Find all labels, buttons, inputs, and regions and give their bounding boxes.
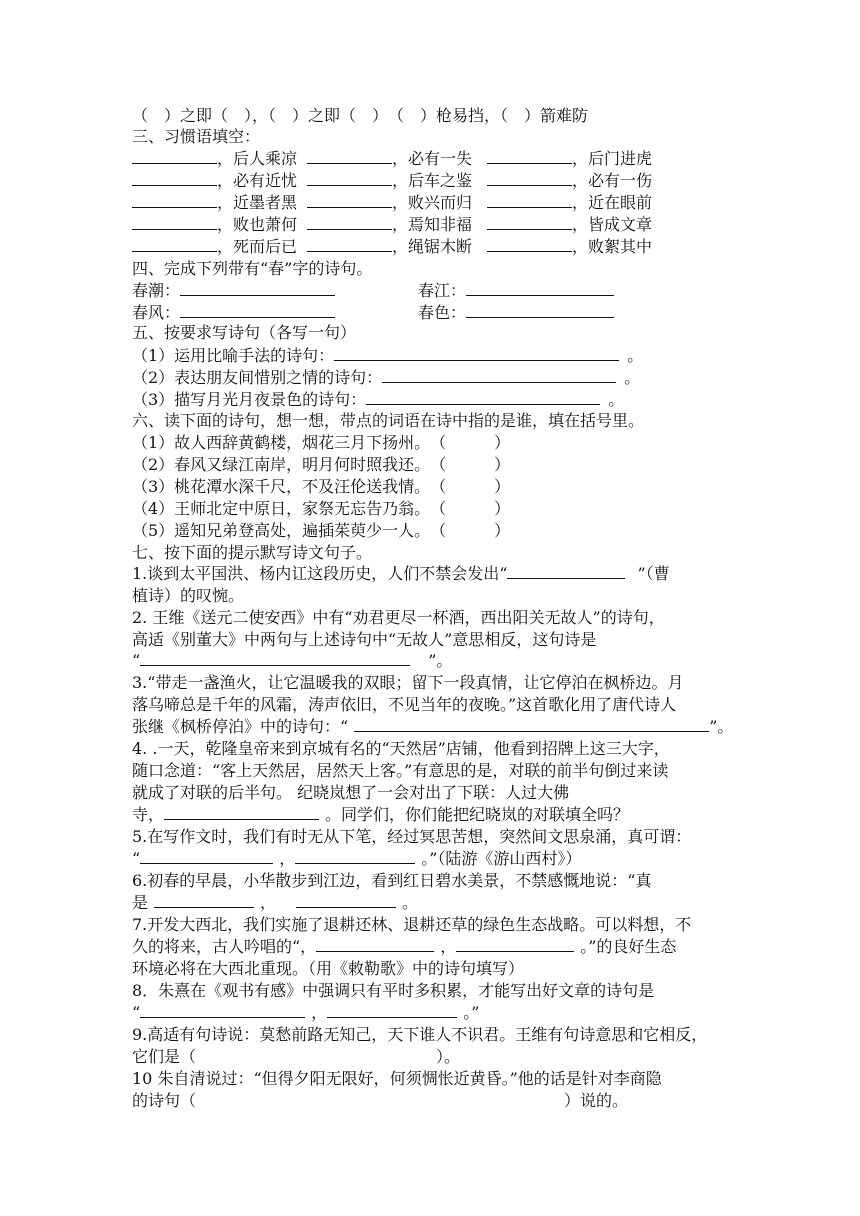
idiom-blank[interactable]: [132, 214, 217, 230]
idiom-blank[interactable]: [132, 170, 217, 186]
idiom-text: ，近墨者黑: [217, 193, 298, 212]
sec5-item-1-end: 。: [627, 346, 644, 365]
q2-line-3: [132, 650, 452, 672]
q1-line-1: [132, 563, 670, 585]
idiom-blank[interactable]: [132, 236, 217, 252]
sec5-item-3: [132, 389, 624, 411]
sec5-item-2-blank[interactable]: [382, 367, 616, 383]
q3-line-3: [132, 716, 733, 738]
idiom-cell: [132, 170, 307, 192]
idiom-blank[interactable]: [307, 192, 392, 208]
q10-line-1: 10 朱自清说过：“但得夕阳无限好，何须惆怅近黄昏。”他的话是针对李商隐: [132, 1069, 662, 1088]
section-3-title: 三、习惯语填空：: [132, 127, 261, 146]
q5-open-quote: “: [132, 849, 141, 868]
idiom-blank[interactable]: [487, 192, 572, 208]
spring-tide-blank[interactable]: [180, 280, 335, 296]
q7-text-b: 久的将来，古人吟唱的“，: [132, 937, 317, 956]
q1-blank[interactable]: [507, 563, 625, 579]
idiom-blank[interactable]: [132, 192, 217, 208]
q7-line-2: [132, 936, 676, 958]
q10-line-2: 的诗句（ ）说的。: [132, 1091, 629, 1110]
sec5-item-2-label: （2）表达朋友间惜别之情的诗句：: [132, 368, 383, 387]
sec5-item-3-label: （3）描写月光月夜景色的诗句：: [132, 390, 367, 409]
spring-color-label: 春色：: [418, 303, 467, 322]
q1-text-a: 1.谈到太平国洪、杨内讧这段历史，人们不禁会发出“: [132, 564, 508, 583]
sec6-item-5: （5）遥知兄弟登高处，遍插茱萸少一人。 （ ）: [132, 521, 511, 540]
idiom-text: ，死而后已: [217, 237, 298, 256]
q7-blank-1[interactable]: [316, 936, 434, 952]
idiom-cell: [307, 148, 487, 170]
idiom-blank[interactable]: [307, 214, 392, 230]
q4-line-3: 就成了对联的后半句。 纪晓岚想了一会对出了下联：人过大佛: [132, 783, 570, 802]
idiom-text: ，必有近忧: [217, 171, 298, 190]
idiom-row: [132, 148, 667, 170]
idiom-text: ，皆成文章: [572, 215, 653, 234]
idiom-cell: [487, 214, 667, 236]
idiom-cell: [132, 148, 307, 170]
idiom-row: [132, 192, 667, 214]
idiom-cell: [487, 170, 667, 192]
section-5-title: 五、按要求写诗句（各写一句）: [132, 323, 357, 342]
spring-river-label: 春江：: [418, 281, 467, 300]
header-fill-line: （ ）之即（ ），（ ）之即（ ） （ ）枪易挡，（ ）箭难防: [132, 106, 589, 125]
q7-comma: ，: [440, 937, 457, 956]
sec5-item-3-end: 。: [608, 390, 625, 409]
idiom-text: ，后车之鉴: [392, 171, 473, 190]
idiom-text: ，败絮其中: [572, 237, 653, 256]
q2-line-1: 2. 王维《送元二使安西》中有“劝君更尽一杯酒，西出阳关无故人”的诗句，: [132, 608, 665, 627]
idiom-row: [132, 170, 667, 192]
q7-blank-2[interactable]: [456, 936, 574, 952]
idiom-text: ，后人乘凉: [217, 149, 298, 168]
q2-line-2: 高适《别董大》中两句与上述诗句中“无故人”意思相反，这句诗是: [132, 630, 597, 649]
idiom-text: ，焉知非福: [392, 215, 473, 234]
sec6-item-3: （3）桃花潭水深千尺，不及汪伦送我情。 （ ）: [132, 477, 511, 496]
spring-wind-blank[interactable]: [180, 302, 335, 318]
q8-open-quote: “: [132, 1003, 141, 1022]
sec5-item-1-label: （1）运用比喻手法的诗句：: [132, 346, 335, 365]
q2-open-quote: “: [132, 651, 141, 670]
q4-line-4: [132, 804, 629, 826]
q3-text: 张继《枫桥停泊》中的诗句：“: [132, 717, 349, 736]
section-7-title: 七、按下面的提示默写诗文句子。: [132, 543, 373, 562]
spring-wind-label: 春风：: [132, 303, 181, 322]
sec6-item-1: （1）故人西辞黄鹤楼，烟花三月下扬州。 （ ）: [132, 433, 511, 452]
q9-line-1: 9.高适有句诗说：莫愁前路无知己，天下谁人不识君。王维有句诗意思和它相反，: [132, 1025, 708, 1044]
q4-blank[interactable]: [164, 804, 319, 820]
spring-tide-line: [132, 280, 335, 302]
idiom-cell: [307, 236, 487, 258]
idiom-blank[interactable]: [307, 170, 392, 186]
idiom-cell: [307, 214, 487, 236]
q5-line-2: [132, 848, 581, 870]
q6-comma: ，: [260, 893, 277, 912]
q5-blank-2[interactable]: [295, 848, 415, 864]
sec6-item-4: （4）王师北定中原日，家祭无忘告乃翁。 （ ）: [132, 499, 511, 518]
idiom-cell: [132, 192, 307, 214]
q8-blank-1[interactable]: [140, 1002, 305, 1018]
idiom-blank[interactable]: [487, 148, 572, 164]
idiom-blank[interactable]: [487, 236, 572, 252]
q1-line-2: 植诗）的叹惋。: [132, 586, 245, 605]
q3-line-1: 3.“带走一盏渔火，让它温暖我的双眼；留下一段真情，让它停泊在枫桥边。月: [132, 673, 684, 692]
q4-text-e: 。同学们，你们能把纪晓岚的对联填全吗？: [325, 805, 630, 824]
q3-line-2: 落乌啼总是千年的风霜，涛声依旧，不见当年的夜晚。”这首歌化用了唐代诗人: [132, 695, 677, 714]
idiom-blank[interactable]: [307, 236, 392, 252]
spring-wind-line: [132, 302, 335, 324]
q6-line-2: [132, 892, 418, 914]
idiom-cell: [132, 236, 307, 258]
q9-line-2: 它们是（ ）。: [132, 1047, 461, 1066]
idiom-cell: [132, 214, 307, 236]
idiom-text: ，败也萧何: [217, 215, 298, 234]
q4-line-2: 随口念道：“客上天然居，居然天上客。”有意思的是，对联的前半句倒过来读: [132, 761, 669, 780]
spring-river-blank[interactable]: [466, 280, 614, 296]
spring-tide-label: 春潮：: [132, 281, 181, 300]
sec5-item-1: [132, 345, 643, 367]
section-6-title: 六、读下面的诗句，想一想，带点的词语在诗中指的是谁，填在括号里。: [132, 411, 645, 430]
q7-line-1: 7.开发大西北，我们实施了退耕还林、退耕还草的绿色生态战略。可以料想，不: [132, 915, 692, 934]
q6-blank-1[interactable]: [154, 892, 254, 908]
idiom-text: ，绳锯木断: [392, 237, 473, 256]
idiom-cell: [487, 148, 667, 170]
idiom-row: [132, 236, 667, 258]
idiom-cell: [487, 236, 667, 258]
idiom-cell: [307, 170, 487, 192]
idiom-text: ，必有一伤: [572, 171, 653, 190]
idiom-text: ，败兴而归: [392, 193, 473, 212]
spring-river-line: [418, 280, 614, 302]
q6-line-1: 6.初春的早晨，小华散步到江边，看到红日碧水美景，不禁感慨地说：“真: [132, 871, 652, 890]
section-4-title: 四、完成下列带有“春”字的诗句。: [132, 259, 373, 278]
q5-line-1: 5.在写作文时，我们有时无从下笔，经过冥思苦想，突然间文思泉涌，真可谓：: [132, 827, 692, 846]
idiom-text: ，后门进虎: [572, 149, 653, 168]
q8-line-1: 8．朱熹在《观书有感》中强调只有平时多积累，才能写出好文章的诗句是: [132, 981, 655, 1000]
idiom-blank[interactable]: [132, 148, 217, 164]
q8-comma: ，: [311, 1003, 328, 1022]
q5-close: 。”（陆游《游山西村》）: [421, 849, 582, 868]
idiom-cell: [487, 192, 667, 214]
idiom-cell: [307, 192, 487, 214]
idiom-text: ，必有一失: [392, 149, 473, 168]
idiom-row: [132, 214, 667, 236]
q7-text-d: 。”的良好生态: [580, 937, 677, 956]
q4-text-d: 寺，: [132, 805, 165, 824]
q7-line-3: 环境必将在大西北重现。（用《敕勒歌》中的诗句填写）: [132, 959, 525, 978]
spring-color-line: [418, 302, 614, 324]
sec5-item-2: [132, 367, 640, 389]
q4-line-1: 4. .一天，乾隆皇帝来到京城有名的“天然居”店铺，他看到招牌上这三大字，: [132, 739, 670, 758]
q1-text-b: ”（曹: [637, 564, 670, 583]
idiom-blank[interactable]: [487, 214, 572, 230]
q8-blank-2[interactable]: [327, 1002, 457, 1018]
spring-color-blank[interactable]: [466, 302, 614, 318]
q8-close: 。”: [463, 1003, 480, 1022]
q5-blank-1[interactable]: [140, 848, 273, 864]
q8-line-2: [132, 1002, 479, 1024]
q6-blank-2[interactable]: [296, 892, 396, 908]
idiom-blank[interactable]: [487, 170, 572, 186]
q2-blank[interactable]: [140, 650, 410, 666]
q6-text-b: 是: [132, 893, 149, 912]
q6-end: 。: [402, 893, 419, 912]
q5-comma: ，: [279, 849, 296, 868]
q2-close: ”。: [428, 651, 453, 670]
sec5-item-3-blank[interactable]: [366, 389, 600, 405]
q3-blank[interactable]: [354, 716, 709, 732]
sec5-item-2-end: 。: [624, 368, 641, 387]
sec5-item-1-blank[interactable]: [334, 345, 619, 361]
idiom-blank[interactable]: [307, 148, 392, 164]
idiom-text: ，近在眼前: [572, 193, 653, 212]
q3-close: ”。: [709, 717, 734, 736]
sec6-item-2: （2）春风又绿江南岸，明月何时照我还。 （ ）: [132, 455, 511, 474]
